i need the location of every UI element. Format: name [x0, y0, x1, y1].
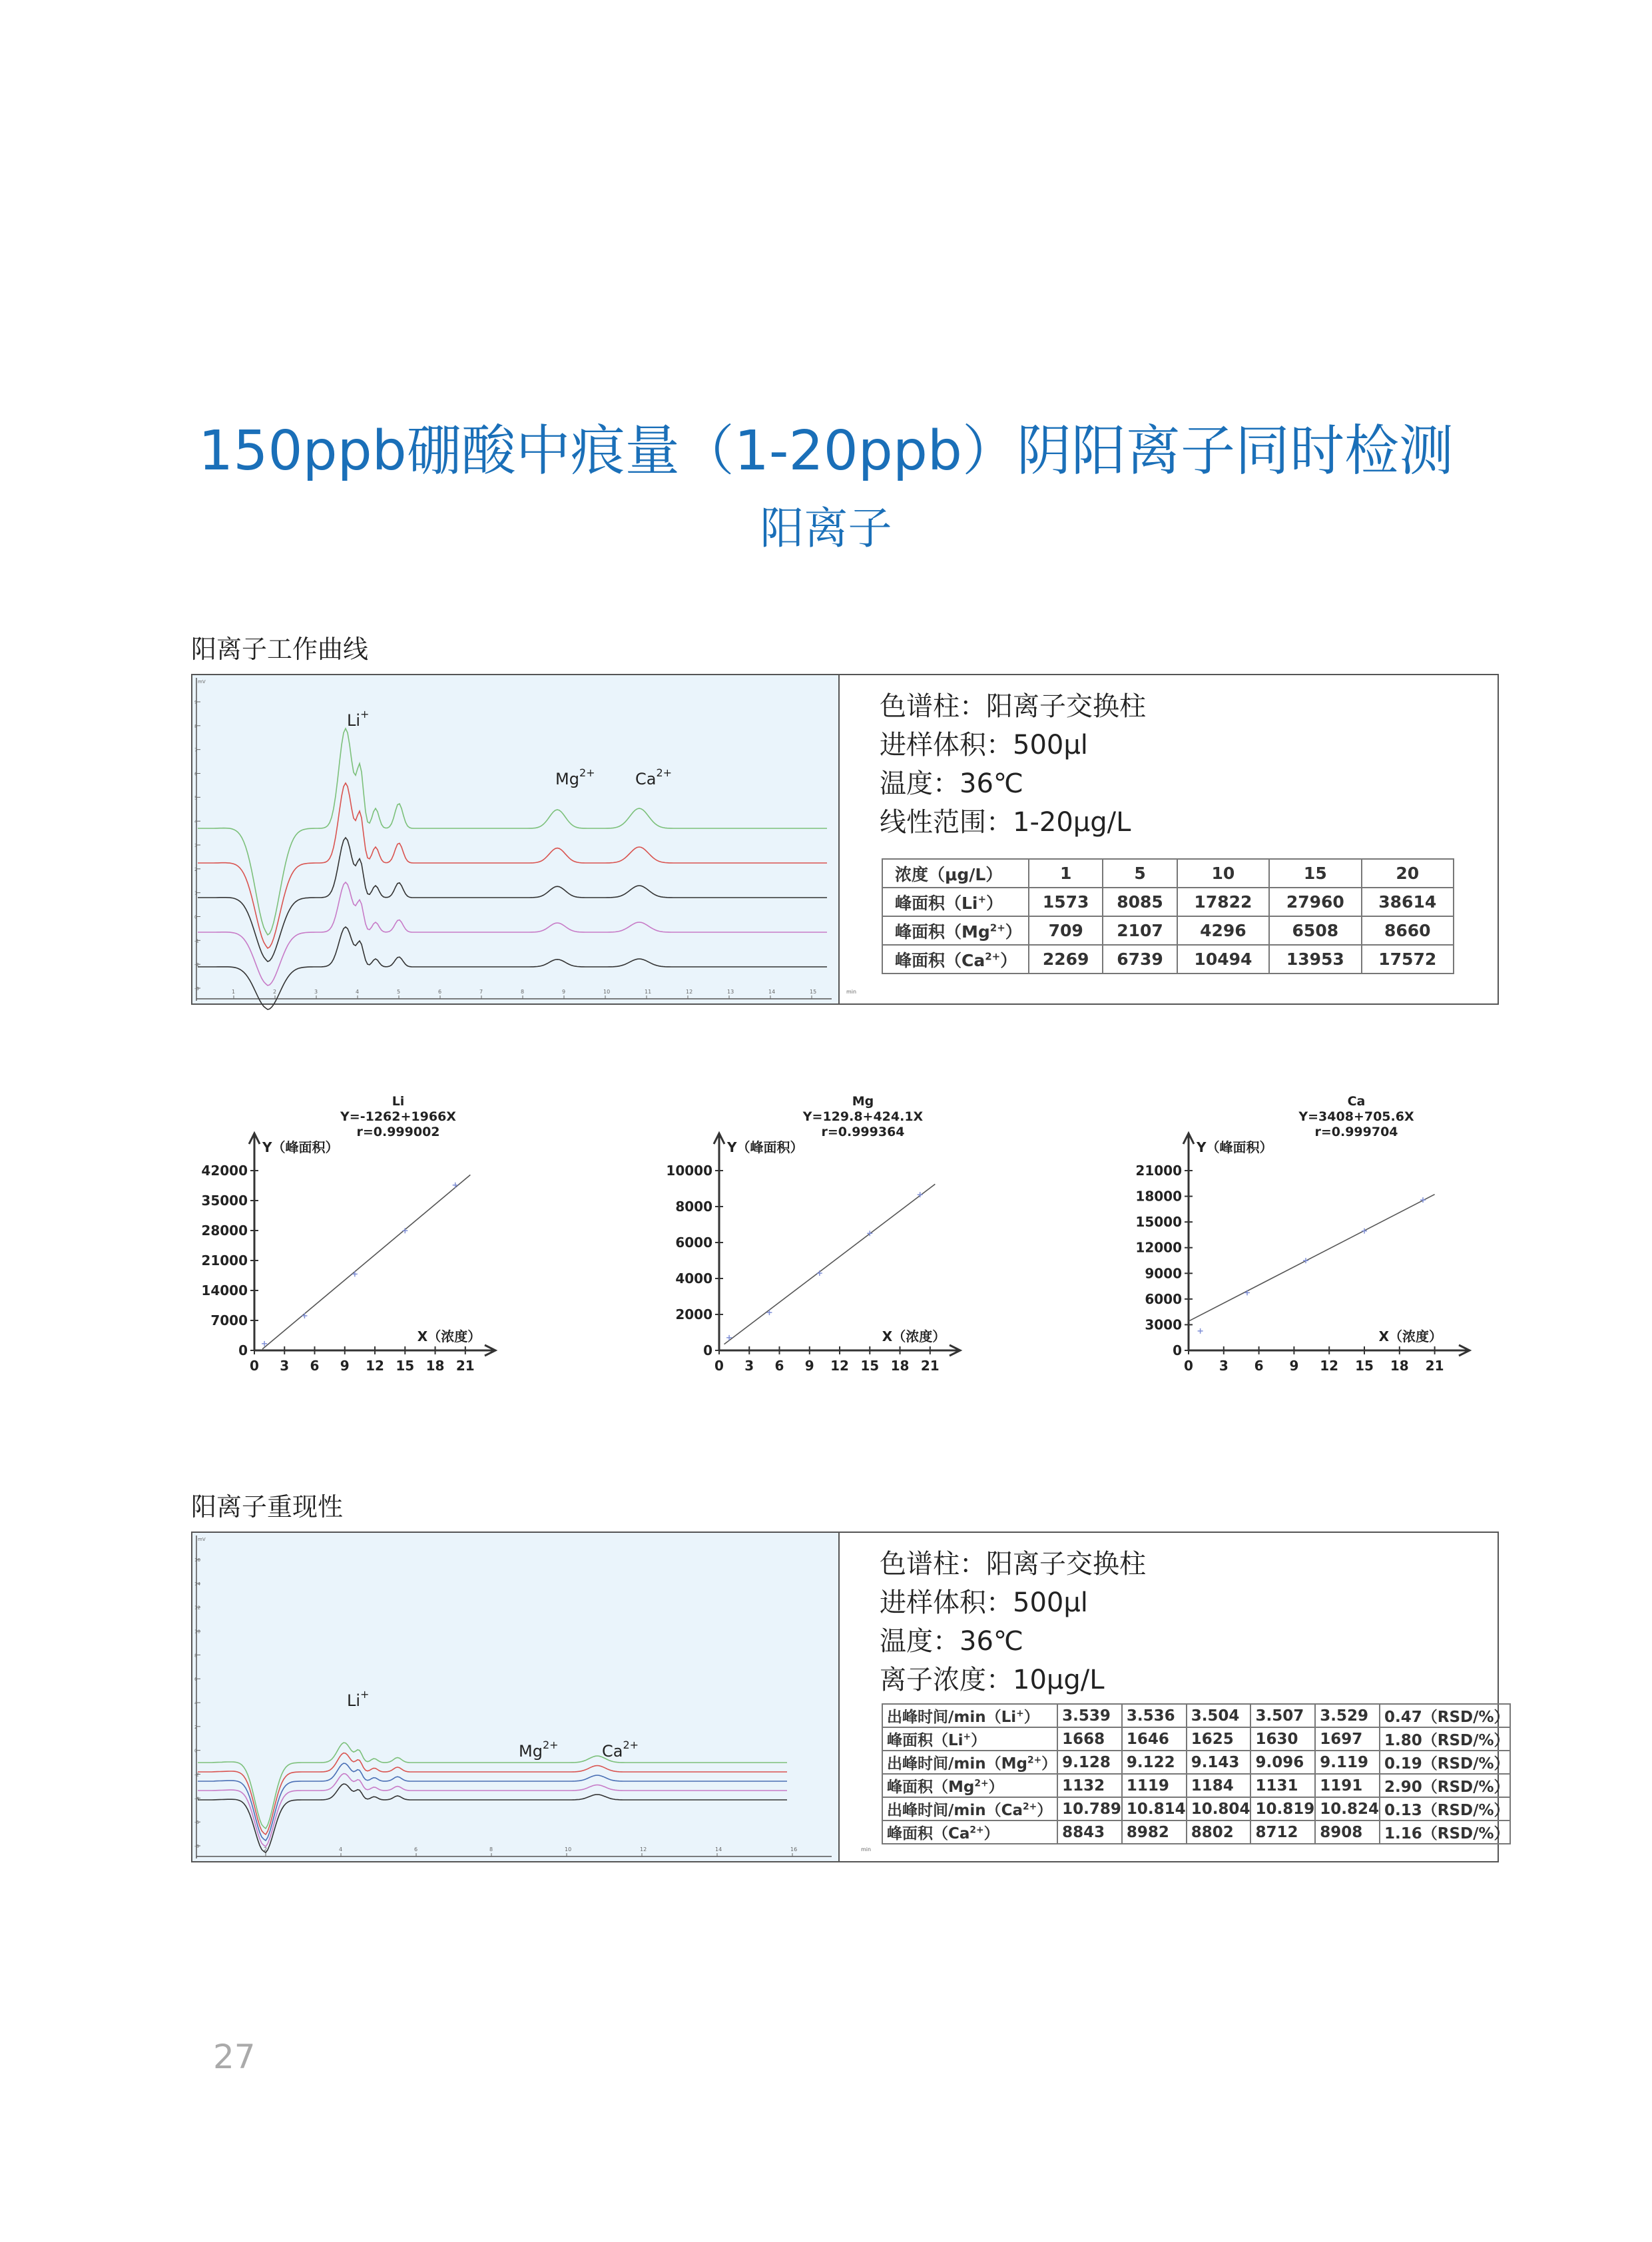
table-cell: 8843 [1057, 1821, 1122, 1844]
plot-y-tick-label: 4000 [675, 1270, 712, 1286]
chrom-y-tick-label: -2 [194, 962, 199, 968]
page-number: 27 [213, 2038, 256, 2076]
table-cell: 1.80（RSD/%） [1380, 1727, 1510, 1751]
chrom-y-tick-label: 14 [194, 1581, 200, 1587]
table-cell: 1132 [1057, 1774, 1122, 1797]
chrom-x-tick-label: 14 [715, 1846, 722, 1852]
condition-column: 色谱柱：阳离子交换柱 [880, 691, 1146, 722]
plot-r-value: r=0.999704 [1314, 1125, 1398, 1139]
plot-x-tick-label: 18 [890, 1358, 910, 1374]
plot-y-tick-label: 8000 [675, 1199, 712, 1215]
chrom-y-tick-label: 4 [194, 1701, 198, 1706]
table-cell: 13953 [1269, 945, 1361, 974]
chrom-x-unit: min [861, 1846, 872, 1852]
page-subtitle: 阳离子 [760, 503, 892, 554]
chrom-x-tick-label: 3 [314, 989, 318, 995]
plot-y-tick-label: 3000 [1145, 1316, 1182, 1333]
condition-range: 线性范围：1-20μg/L [880, 807, 1131, 838]
table-cell: 10.789 [1057, 1797, 1122, 1821]
peak-label-ca: $Ca^{2+}$ [602, 1739, 639, 1761]
plot-fit-line [724, 1184, 936, 1344]
plot-equation: Y=-1262+1966X [340, 1109, 456, 1124]
chrom-x-tick-label: 11 [645, 989, 652, 995]
condition-temperature: 温度：36℃ [880, 768, 1023, 799]
plot-r-value: r=0.999364 [821, 1125, 905, 1139]
table-cell: 8660 [1362, 916, 1454, 945]
chrom-y-tick-label: 0 [194, 914, 198, 920]
plot-x-tick-label: 12 [366, 1358, 384, 1374]
table-cell: 1668 [1057, 1727, 1122, 1751]
plot-x-tick-label: 9 [804, 1358, 814, 1374]
table-cell: 1630 [1250, 1727, 1315, 1751]
plot-x-tick-label: 6 [310, 1358, 320, 1374]
chrom-y-tick-label: 12 [194, 1605, 200, 1611]
chromatogram-1 [192, 675, 857, 1003]
plot-x-tick-label: 3 [1219, 1358, 1229, 1374]
plot-data-point [817, 1270, 822, 1276]
chromatogram-2 [192, 1533, 872, 1861]
chrom-x-tick-label: 8 [489, 1846, 493, 1852]
table-cell: 10.824 [1315, 1797, 1380, 1821]
table-cell: 10 [1177, 859, 1269, 888]
row-label: 峰面积$(Ca^{2+})$ [882, 1821, 1057, 1844]
row-label: 出峰时间$/\min(Ca^{2+})$ [882, 1797, 1057, 1821]
table-cell: 27960 [1269, 888, 1361, 916]
plot-x-tick-label: 15 [1355, 1358, 1374, 1374]
plot-x-tick-label: 12 [1320, 1358, 1339, 1374]
plot-data-point [1198, 1328, 1203, 1334]
table-cell: 3.536 [1122, 1704, 1187, 1727]
chrom-y-tick-label: 8 [194, 723, 198, 729]
chrom-y-tick-label: 10 [194, 1629, 200, 1635]
plot-y-label: Y（峰面积） [262, 1139, 339, 1155]
plot-data-point [766, 1310, 772, 1315]
table-cell: 3.529 [1315, 1704, 1380, 1727]
calibration-plot-ca [1119, 1085, 1505, 1372]
plot-y-tick-label: 0 [703, 1342, 712, 1358]
plot-y-tick-label: 7000 [210, 1312, 248, 1328]
conditions-2 [880, 1545, 1146, 1699]
plot-y-tick-label: 0 [1173, 1342, 1182, 1358]
chrom-x-tick-label: 13 [727, 989, 734, 995]
conditions-1 [880, 687, 1146, 842]
row-label: 出峰时间$/\min(Mg^{2+})$ [882, 1751, 1057, 1774]
table-cell: 5 [1103, 859, 1177, 888]
plot-x-tick-label: 21 [920, 1358, 940, 1374]
table-cell: 1697 [1315, 1727, 1380, 1751]
plot-x-label: X（浓度） [882, 1328, 946, 1344]
plot-x-tick-label: 6 [774, 1358, 784, 1374]
plot-y-tick-label: 42000 [201, 1163, 248, 1179]
plot-y-tick-label: 15000 [1135, 1214, 1182, 1231]
plot-y-tick-label: 14000 [201, 1282, 248, 1298]
plot-y-tick-label: 9000 [1145, 1265, 1182, 1282]
reproducibility-panel [191, 1532, 1510, 1862]
table-cell: 1 [1029, 859, 1103, 888]
chrom-y-tick-label: 6 [194, 1677, 198, 1683]
table-cell: 1.16（RSD/%） [1380, 1821, 1510, 1844]
plot-fit-line [1189, 1195, 1435, 1322]
table-cell: 8085 [1103, 888, 1177, 916]
plot-data-point [453, 1183, 458, 1188]
table-cell: 3.504 [1187, 1704, 1251, 1727]
plot-r-value: r=0.999002 [356, 1125, 440, 1139]
peak-label-li: Li+ [347, 708, 370, 730]
plot-y-tick-label: 10000 [666, 1163, 712, 1179]
table-cell: 9.096 [1250, 1751, 1315, 1774]
plot-y-label: Y（峰面积） [1197, 1139, 1273, 1155]
table-cell: 10.819 [1250, 1797, 1315, 1821]
chrom-x-tick-label: 14 [768, 989, 776, 995]
table-header-row [882, 859, 1454, 888]
plot-data-point [402, 1228, 408, 1233]
plot-data-point [1303, 1258, 1308, 1263]
plot-x-tick-label: 21 [1425, 1358, 1444, 1374]
table-cell: 0.19（RSD/%） [1380, 1751, 1510, 1774]
section-label-reproducibility: 阳离子重现性 [191, 1492, 344, 1522]
table-cell: 9.128 [1057, 1751, 1122, 1774]
chrom-x-tick-label: 8 [521, 989, 525, 995]
table-cell: 2269 [1029, 945, 1103, 974]
table-cell: 2.90（RSD/%） [1380, 1774, 1510, 1797]
plot-x-tick-label: 21 [455, 1358, 475, 1374]
plot-x-label: X（浓度） [417, 1328, 481, 1344]
peak-label-li: Li+ [347, 1688, 370, 1710]
chrom-trace-2 [198, 783, 827, 948]
table-cell: 9.143 [1187, 1751, 1251, 1774]
plot-x-tick-label: 0 [250, 1358, 259, 1374]
plot-x-tick-label: 15 [860, 1358, 880, 1374]
chrom-y-tick-label: 8 [194, 1653, 198, 1659]
row-label: 峰面积（Li+） [882, 888, 1029, 916]
chrom-x-unit: min [846, 989, 857, 995]
chrom-y-tick-label: 4 [194, 819, 198, 825]
chrom-y-tick-label: -1 [194, 938, 199, 944]
chrom-x-tick-label: 12 [640, 1846, 647, 1852]
chrom-x-tick-label: 2 [273, 989, 277, 995]
plot-x-tick-label: 0 [1184, 1358, 1193, 1374]
table-cell: 9.119 [1315, 1751, 1380, 1774]
table-cell: 17822 [1177, 888, 1269, 916]
working-curve-panel [191, 674, 1499, 1005]
chrom-y-tick-label: 5 [194, 795, 198, 801]
plot-y-tick-label: 12000 [1135, 1239, 1182, 1256]
table-cell: 10.814 [1122, 1797, 1187, 1821]
chromatogram-2-svg [192, 1533, 872, 1861]
chrom-y-tick-label: 16 [194, 1557, 200, 1563]
plot-x-tick-label: 6 [1254, 1358, 1264, 1374]
chrom-x-tick-label: 7 [479, 989, 483, 995]
chrom-y-tick-label: -3 [194, 986, 199, 991]
table-row [882, 916, 1454, 945]
table-cell: 10494 [1177, 945, 1269, 974]
plot-y-tick-label: 21000 [1135, 1163, 1182, 1179]
condition-temperature: 温度：36℃ [880, 1626, 1023, 1657]
plot-x-tick-label: 15 [396, 1358, 415, 1374]
table-row [882, 1727, 1510, 1751]
table-row [882, 1797, 1510, 1821]
table-cell: 1131 [1250, 1774, 1315, 1797]
plot-title: Li [392, 1094, 405, 1109]
section-label-working-curve: 阳离子工作曲线 [191, 635, 369, 664]
table-row [882, 1774, 1510, 1797]
chrom-y-tick-label: 2 [194, 1724, 198, 1730]
table-cell: 709 [1029, 916, 1103, 945]
chrom-x-tick-label: 4 [356, 989, 360, 995]
chrom-x-tick-label: 5 [397, 989, 401, 995]
condition-volume: 进样体积：500μl [880, 1587, 1088, 1618]
plot-y-tick-label: 2000 [675, 1306, 712, 1322]
row-label: 峰面积$(Ca^{2+})$ [882, 945, 1029, 974]
chrom-x-tick-label: 1 [232, 989, 236, 995]
chrom-x-tick-label: 10 [603, 989, 611, 995]
table-cell: 20 [1362, 859, 1454, 888]
chrom-x-tick-label: 6 [438, 989, 442, 995]
plot-y-tick-label: 18000 [1135, 1188, 1182, 1205]
chrom-x-tick-label: 6 [414, 1846, 418, 1852]
peak-area-table [882, 858, 1454, 974]
plot-equation: Y=3408+705.6X [1298, 1109, 1414, 1124]
condition-column: 色谱柱：阳离子交换柱 [880, 1549, 1146, 1579]
chrom-trace-3 [198, 838, 827, 962]
chrom-x-tick-label: 12 [686, 989, 693, 995]
table-cell: 0.13（RSD/%） [1380, 1797, 1510, 1821]
chrom-y-tick-label: 6 [194, 771, 198, 777]
chrom-y-tick-label: 9 [194, 700, 198, 705]
chrom-x-tick-label: 15 [810, 989, 817, 995]
plot-x-tick-label: 3 [280, 1358, 290, 1374]
chromatogram-1-svg [192, 675, 857, 1003]
table-cell: 1625 [1187, 1727, 1251, 1751]
table-cell: 1119 [1122, 1774, 1187, 1797]
plot-y-tick-label: 6000 [675, 1235, 712, 1251]
chrom-x-tick-label: 4 [339, 1846, 343, 1852]
chrom-y-tick-label: 2 [194, 866, 198, 872]
row-label: 峰面积$(Mg^{2+})$ [882, 916, 1029, 945]
chrom-y-tick-label: -2 [194, 1772, 199, 1778]
plot-data-point [302, 1313, 307, 1318]
table-cell: 6508 [1269, 916, 1361, 945]
plot-data-point [1244, 1290, 1250, 1295]
table-cell: 38614 [1362, 888, 1454, 916]
table-cell: 8712 [1250, 1821, 1315, 1844]
chrom-y-tick-label: 1 [194, 890, 198, 896]
reproducibility-table [882, 1703, 1511, 1844]
table-row [882, 1704, 1510, 1727]
table-cell: 10.804 [1187, 1797, 1251, 1821]
table-cell: 8802 [1187, 1821, 1251, 1844]
table-row [882, 1821, 1510, 1844]
chrom-y-tick-label: 3 [194, 843, 198, 848]
plot-x-tick-label: 0 [714, 1358, 724, 1374]
table-cell: 8908 [1315, 1821, 1380, 1844]
plot-fit-line [262, 1175, 470, 1349]
plot-y-tick-label: 0 [238, 1342, 248, 1358]
plot-x-label: X（浓度） [1378, 1328, 1443, 1344]
calibration-plot-mg [656, 1085, 1029, 1372]
condition-concentration: 离子浓度：10μg/L [880, 1665, 1105, 1695]
chrom-y-unit: mV [198, 1537, 206, 1542]
chrom-trace-1 [198, 728, 827, 935]
row-label: 峰面积（Li+） [882, 1727, 1057, 1751]
chrom-x-tick-label: 2 [264, 1846, 268, 1852]
table-cell: 4296 [1177, 916, 1269, 945]
condition-volume: 进样体积：500μl [880, 730, 1088, 760]
chrom-y-tick-label: -6 [194, 1820, 199, 1826]
table-cell: 8982 [1122, 1821, 1187, 1844]
plot-y-label: Y（峰面积） [727, 1139, 804, 1155]
peak-label-ca: $Ca^{2+}$ [635, 766, 673, 788]
plot-x-tick-label: 12 [830, 1358, 849, 1374]
table-cell: 1184 [1187, 1774, 1251, 1797]
chrom-y-tick-label: 0 [194, 1748, 198, 1754]
plot-title: Mg [852, 1094, 874, 1109]
plot-y-tick-label: 6000 [1145, 1290, 1182, 1307]
page-title: 150ppb硼酸中痕量（1-20ppb）阴阳离子同时检测 [198, 420, 1454, 483]
plot-y-tick-label: 28000 [201, 1223, 248, 1239]
chrom-y-unit: mV [198, 679, 206, 685]
calibration-plot-li [191, 1085, 564, 1372]
chrom-x-tick-label: 9 [562, 989, 566, 995]
chrom-x-tick-label: 10 [565, 1846, 572, 1852]
table-row [882, 888, 1454, 916]
plot-x-tick-label: 9 [1289, 1358, 1299, 1374]
row-label: 峰面积$(Mg^{2+})$ [882, 1774, 1057, 1797]
table-cell: 3.539 [1057, 1704, 1122, 1727]
table-cell: 2107 [1103, 916, 1177, 945]
table-cell: 1191 [1315, 1774, 1380, 1797]
plot-y-tick-label: 35000 [201, 1193, 248, 1209]
chrom-y-tick-label: 7 [194, 747, 198, 753]
peak-label-mg: $Mg^{2+}$ [519, 1739, 559, 1761]
table-cell: 17572 [1362, 945, 1454, 974]
plot-x-tick-label: 18 [425, 1358, 445, 1374]
table-header-label: 浓度（μg/L） [882, 859, 1029, 888]
table-cell: 15 [1269, 859, 1361, 888]
table-cell: 3.507 [1250, 1704, 1315, 1727]
plot-x-tick-label: 9 [340, 1358, 350, 1374]
chrom-trace-3 [198, 1763, 787, 1840]
row-label: 出峰时间/min（Li+） [882, 1704, 1057, 1727]
plot-data-point [352, 1271, 358, 1276]
table-row [882, 1751, 1510, 1774]
plot-x-tick-label: 3 [744, 1358, 754, 1374]
chrom-y-tick-label: -4 [194, 1796, 199, 1802]
plot-x-tick-label: 18 [1390, 1358, 1409, 1374]
table-cell: 6739 [1103, 945, 1177, 974]
plot-y-tick-label: 21000 [201, 1253, 248, 1268]
chrom-y-tick-label: -8 [194, 1844, 199, 1849]
peak-label-mg: $Mg^{2+}$ [555, 766, 595, 788]
table-cell: 1646 [1122, 1727, 1187, 1751]
table-cell: 1573 [1029, 888, 1103, 916]
plot-equation: Y=129.8+424.1X [802, 1109, 924, 1124]
table-cell: 0.47（RSD/%） [1380, 1704, 1510, 1727]
plot-title: Ca [1347, 1094, 1366, 1109]
table-row [882, 945, 1454, 974]
chrom-x-tick-label: 16 [790, 1846, 798, 1852]
table-cell: 9.122 [1122, 1751, 1187, 1774]
